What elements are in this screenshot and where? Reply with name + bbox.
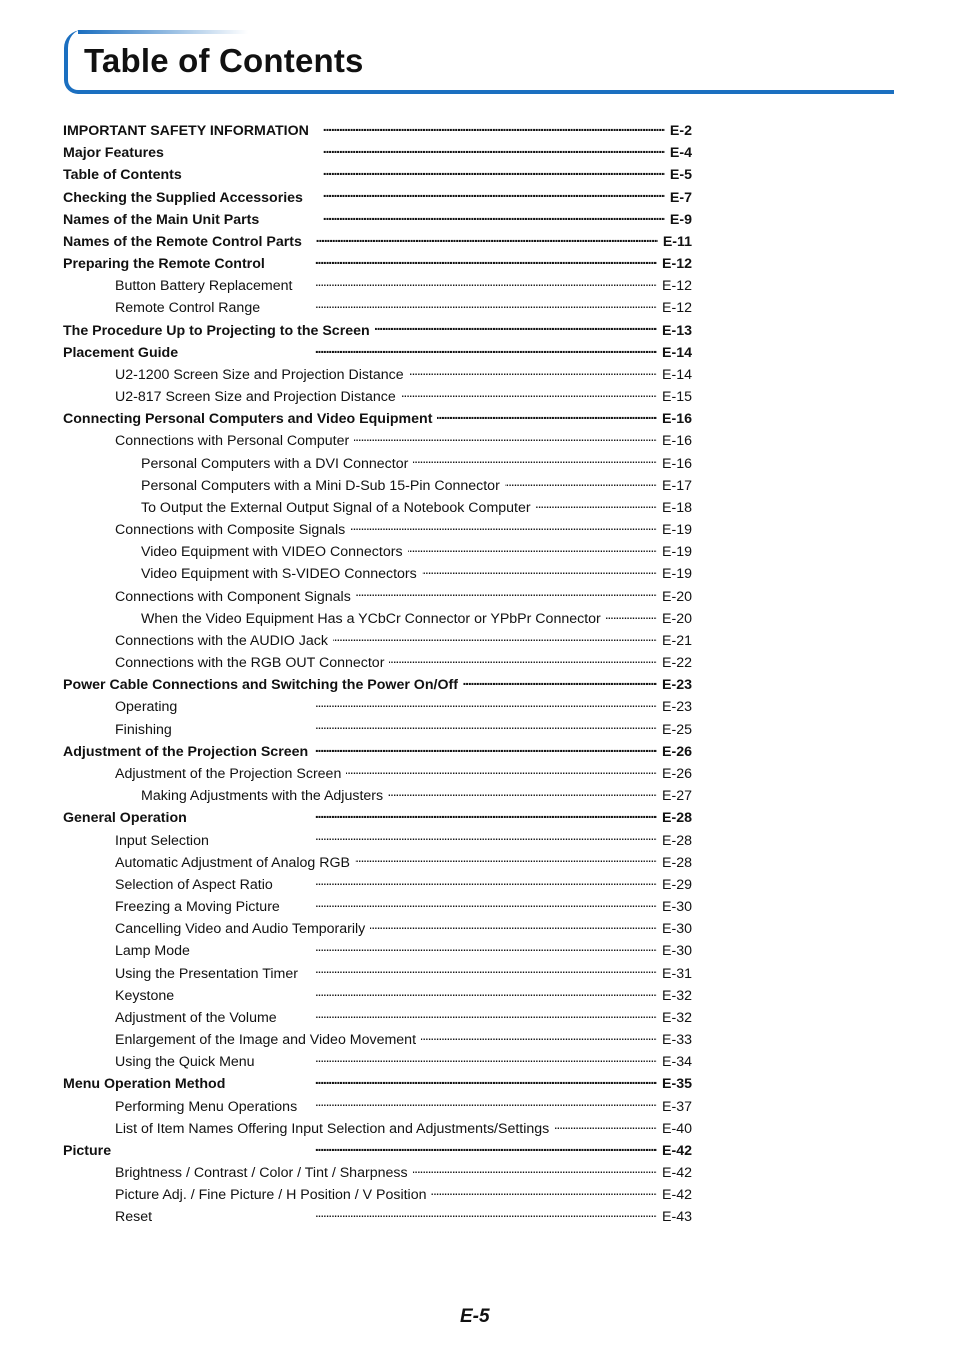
toc-entry[interactable] bbox=[63, 187, 692, 209]
toc-entry-page: E-12 bbox=[662, 256, 692, 273]
toc-entry-page: E-19 bbox=[662, 544, 692, 561]
toc-entry[interactable] bbox=[63, 1051, 692, 1073]
toc-entry[interactable] bbox=[63, 563, 692, 585]
toc-entry-page: E-16 bbox=[662, 411, 692, 428]
page-title: Table of Contents bbox=[84, 42, 364, 79]
toc-entry[interactable] bbox=[63, 963, 692, 985]
toc-entry-page: E-25 bbox=[662, 721, 692, 738]
dot-leader bbox=[116, 1141, 657, 1155]
dot-leader bbox=[389, 653, 657, 667]
dot-leader bbox=[421, 1030, 657, 1044]
dot-leader bbox=[346, 764, 657, 778]
toc-entry-label: Using the Presentation Timer bbox=[115, 965, 298, 982]
toc-entry-label: Adjustment of the Projection Screen bbox=[63, 743, 309, 760]
dot-leader bbox=[354, 431, 657, 445]
dot-leader bbox=[303, 963, 657, 977]
toc-entry-page: E-43 bbox=[662, 1209, 692, 1226]
dot-leader bbox=[333, 631, 657, 645]
dot-leader bbox=[413, 1163, 657, 1177]
toc-entry-label: Using the Quick Menu bbox=[115, 1054, 255, 1071]
toc-entry[interactable] bbox=[63, 430, 692, 452]
dot-leader bbox=[182, 697, 657, 711]
toc-entry[interactable] bbox=[63, 652, 692, 674]
dot-leader bbox=[195, 941, 657, 955]
toc-entry-label: List of Item Names Offering Input Selection and Adjustments/Settings bbox=[115, 1120, 550, 1137]
toc-entry[interactable] bbox=[63, 918, 692, 940]
toc-entry-page: E-28 bbox=[662, 854, 692, 871]
toc-entry-page: E-27 bbox=[662, 788, 692, 805]
toc-entry[interactable] bbox=[63, 741, 692, 763]
toc-entry-page: E-16 bbox=[662, 455, 692, 472]
toc-entry[interactable] bbox=[63, 142, 692, 164]
toc-entry-page: E-42 bbox=[662, 1165, 692, 1182]
toc-entry-page: E-29 bbox=[662, 876, 692, 893]
toc-entry[interactable] bbox=[63, 541, 692, 563]
toc-entry-label: Automatic Adjustment of Analog RGB bbox=[115, 854, 351, 871]
toc-entry-page: E-40 bbox=[662, 1120, 692, 1137]
toc-entry[interactable] bbox=[63, 408, 692, 430]
toc-entry[interactable] bbox=[63, 985, 692, 1007]
dot-leader bbox=[401, 387, 657, 401]
dot-leader bbox=[413, 453, 657, 467]
toc-entry-page: E-42 bbox=[662, 1187, 692, 1204]
toc-entry[interactable] bbox=[63, 253, 692, 275]
dot-leader bbox=[313, 742, 657, 756]
toc-entry[interactable] bbox=[63, 1118, 692, 1140]
dot-leader bbox=[179, 986, 657, 1000]
toc-entry-label: Major Features bbox=[63, 145, 164, 162]
toc-entry-page: E-32 bbox=[662, 1009, 692, 1026]
toc-entry-page: E-26 bbox=[662, 765, 692, 782]
toc-entry-label: Personal Computers with a DVI Connector bbox=[141, 455, 409, 472]
toc-entry-label: Keystone bbox=[115, 987, 175, 1004]
toc-entry-label: Checking the Supplied Accessories bbox=[63, 189, 303, 206]
toc-entry-page: E-14 bbox=[662, 344, 692, 361]
toc-entry-label: Power Cable Connections and Switching the Power On/Off bbox=[63, 677, 458, 694]
toc-entry-label: Finishing bbox=[115, 721, 172, 738]
dot-leader bbox=[187, 165, 665, 179]
toc-entry[interactable] bbox=[63, 1096, 692, 1118]
toc-entry-label: IMPORTANT SAFETY INFORMATION bbox=[63, 123, 309, 139]
toc-entry-page: E-20 bbox=[662, 610, 692, 627]
dot-leader bbox=[375, 320, 657, 334]
toc-list bbox=[63, 120, 692, 1229]
toc-entry-label: Connections with the AUDIO Jack bbox=[115, 632, 328, 649]
toc-entry-label: Placement Guide bbox=[63, 344, 179, 361]
dot-leader bbox=[409, 365, 657, 379]
toc-entry[interactable] bbox=[63, 497, 692, 519]
toc-entry-label: Operating bbox=[115, 699, 178, 716]
toc-entry[interactable] bbox=[63, 1162, 692, 1184]
dot-leader bbox=[192, 808, 657, 822]
dot-leader bbox=[314, 121, 665, 135]
dot-leader bbox=[230, 1074, 657, 1088]
toc-entry-label: When the Video Equipment Has a YCbCr Connector or YPbPr Connector bbox=[141, 610, 601, 627]
dot-leader bbox=[157, 1207, 657, 1221]
toc-entry-page: E-20 bbox=[662, 588, 692, 605]
toc-entry-page: E-9 bbox=[669, 211, 692, 228]
toc-entry-page: E-12 bbox=[662, 300, 692, 317]
toc-entry[interactable] bbox=[63, 120, 692, 142]
toc-entry-label: Preparing the Remote Control bbox=[63, 256, 265, 273]
dot-leader bbox=[554, 1119, 657, 1133]
toc-entry[interactable] bbox=[63, 342, 692, 364]
toc-entry-label: Performing Menu Operations bbox=[115, 1098, 298, 1115]
toc-entry-page: E-17 bbox=[662, 477, 692, 494]
toc-entry[interactable] bbox=[63, 785, 692, 807]
toc-entry[interactable] bbox=[63, 1073, 692, 1095]
toc-entry[interactable] bbox=[63, 386, 692, 408]
toc-entry-page: E-12 bbox=[662, 278, 692, 295]
toc-entry[interactable] bbox=[63, 320, 692, 342]
toc-entry-label: Table of Contents bbox=[63, 167, 182, 184]
toc-entry[interactable] bbox=[63, 630, 692, 652]
toc-entry-label: U2-817 Screen Size and Projection Distance bbox=[115, 389, 396, 406]
toc-entry[interactable] bbox=[63, 719, 692, 741]
toc-entry-page: E-13 bbox=[662, 322, 692, 339]
toc-entry-label: Names of the Remote Control Parts bbox=[63, 233, 302, 250]
toc-entry[interactable] bbox=[63, 475, 692, 497]
dot-leader bbox=[437, 409, 657, 423]
dot-leader bbox=[408, 542, 657, 556]
toc-entry-page: E-7 bbox=[669, 189, 692, 206]
title-frame-accent bbox=[78, 30, 248, 34]
toc-entry-page: E-23 bbox=[662, 677, 692, 694]
dot-leader bbox=[536, 498, 657, 512]
toc-entry-page: E-33 bbox=[662, 1032, 692, 1049]
toc-entry-page: E-26 bbox=[662, 743, 692, 760]
dot-leader bbox=[183, 343, 657, 357]
toc-entry[interactable] bbox=[63, 674, 692, 696]
dot-leader bbox=[169, 143, 665, 157]
dot-leader bbox=[355, 852, 657, 866]
dot-leader bbox=[370, 919, 657, 933]
toc-entry[interactable] bbox=[63, 830, 692, 852]
toc-entry-label: Picture bbox=[63, 1142, 112, 1159]
dot-leader bbox=[308, 187, 665, 201]
dot-leader bbox=[606, 609, 657, 623]
toc-entry[interactable] bbox=[63, 275, 692, 297]
dot-leader bbox=[505, 476, 657, 490]
dot-leader bbox=[302, 1096, 657, 1110]
toc-entry-page: E-14 bbox=[662, 366, 692, 383]
dot-leader bbox=[278, 875, 657, 889]
toc-entry-page: E-30 bbox=[662, 943, 692, 960]
toc-entry-page: E-18 bbox=[662, 499, 692, 516]
toc-entry-label: Remote Control Range bbox=[115, 300, 261, 317]
toc-entry-label: Connections with the RGB OUT Connector bbox=[115, 655, 385, 672]
toc-entry-page: E-19 bbox=[662, 566, 692, 583]
toc-entry-page: E-30 bbox=[662, 921, 692, 938]
toc-entry[interactable] bbox=[63, 209, 692, 231]
toc-entry-label: Video Equipment with S-VIDEO Connectors bbox=[141, 566, 417, 583]
toc-entry[interactable] bbox=[63, 1007, 692, 1029]
dot-leader bbox=[307, 232, 658, 246]
toc-entry-page: E-31 bbox=[662, 965, 692, 982]
toc-entry-page: E-35 bbox=[662, 1076, 692, 1093]
toc-entry[interactable] bbox=[63, 586, 692, 608]
toc-entry-label: Connections with Personal Computer bbox=[115, 433, 350, 450]
toc-entry[interactable] bbox=[63, 519, 692, 541]
toc-entry-page: E-23 bbox=[662, 699, 692, 716]
toc-entry-page: E-11 bbox=[662, 233, 692, 250]
toc-entry-label: Video Equipment with VIDEO Connectors bbox=[141, 544, 403, 561]
dot-leader bbox=[297, 276, 657, 290]
toc-entry[interactable] bbox=[63, 1029, 692, 1051]
toc-entry-label: Connecting Personal Computers and Video Equipment bbox=[63, 411, 433, 428]
toc-entry[interactable] bbox=[63, 608, 692, 630]
toc-entry[interactable] bbox=[63, 164, 692, 186]
toc-entry-label: Input Selection bbox=[115, 832, 209, 849]
toc-entry-page: E-2 bbox=[669, 123, 692, 139]
toc-entry-label: Selection of Aspect Ratio bbox=[115, 876, 273, 893]
toc-entry-label: Lamp Mode bbox=[115, 943, 190, 960]
toc-entry-label: Personal Computers with a Mini D-Sub 15-Pin Connector bbox=[141, 477, 500, 494]
toc-entry-label: Freezing a Moving Picture bbox=[115, 899, 280, 916]
dot-leader bbox=[350, 520, 657, 534]
toc-entry[interactable] bbox=[63, 453, 692, 475]
toc-entry[interactable] bbox=[63, 1140, 692, 1162]
toc-entry-page: E-30 bbox=[662, 899, 692, 916]
toc-entry-label: Enlargement of the Image and Video Movement bbox=[115, 1032, 417, 1049]
toc-entry-label: Cancelling Video and Audio Temporarily bbox=[115, 921, 366, 938]
toc-entry[interactable] bbox=[63, 852, 692, 874]
toc-entry[interactable] bbox=[63, 807, 692, 829]
toc-entry-label: U2-1200 Screen Size and Projection Distance bbox=[115, 366, 404, 383]
dot-leader bbox=[356, 586, 657, 600]
toc-entry[interactable] bbox=[63, 896, 692, 918]
toc-entry[interactable] bbox=[63, 874, 692, 896]
dot-leader bbox=[260, 1052, 657, 1066]
toc-entry-page: E-28 bbox=[662, 810, 692, 827]
toc-entry-page: E-21 bbox=[662, 632, 692, 649]
toc-entry-page: E-4 bbox=[669, 145, 692, 162]
toc-entry[interactable] bbox=[63, 364, 692, 386]
dot-leader bbox=[270, 254, 657, 268]
toc-entry[interactable] bbox=[63, 696, 692, 718]
toc-entry-page: E-32 bbox=[662, 987, 692, 1004]
toc-entry-label: Connections with Composite Signals bbox=[115, 522, 346, 539]
toc-entry-page: E-5 bbox=[669, 167, 692, 184]
dot-leader bbox=[282, 1008, 657, 1022]
toc-entry[interactable] bbox=[63, 763, 692, 785]
toc-entry[interactable] bbox=[63, 940, 692, 962]
toc-entry-label: Brightness / Contrast / Color / Tint / Sharpness bbox=[115, 1165, 408, 1182]
toc-entry-page: E-37 bbox=[662, 1098, 692, 1115]
dot-leader bbox=[214, 830, 657, 844]
toc-entry-label: Button Battery Replacement bbox=[115, 278, 293, 295]
toc-entry-label: General Operation bbox=[63, 810, 187, 827]
toc-entry-label: To Output the External Output Signal of a Notebook Computer bbox=[141, 499, 531, 516]
toc-entry-page: E-22 bbox=[662, 655, 692, 672]
toc-entry-label: Picture Adj. / Fine Picture / H Position / V Position bbox=[115, 1187, 427, 1204]
dot-leader bbox=[285, 897, 657, 911]
toc-entry-label: Names of the Main Unit Parts bbox=[63, 211, 260, 228]
toc-entry-label: The Procedure Up to Projecting to the Screen bbox=[63, 322, 370, 339]
toc-entry[interactable] bbox=[63, 231, 692, 253]
toc-entry[interactable] bbox=[63, 1184, 692, 1206]
toc-entry-page: E-19 bbox=[662, 522, 692, 539]
toc-entry-label: Adjustment of the Volume bbox=[115, 1009, 277, 1026]
toc-entry-label: Making Adjustments with the Adjusters bbox=[141, 788, 384, 805]
page-number: E-5 bbox=[460, 1306, 490, 1327]
toc-entry-page: E-42 bbox=[662, 1142, 692, 1159]
toc-entry-page: E-16 bbox=[662, 433, 692, 450]
toc-entry-page: E-34 bbox=[662, 1054, 692, 1071]
toc-entry-label: Adjustment of the Projection Screen bbox=[115, 765, 342, 782]
dot-leader bbox=[264, 210, 665, 224]
dot-leader bbox=[177, 719, 657, 733]
toc-entry-page: E-15 bbox=[662, 389, 692, 406]
toc-entry[interactable] bbox=[63, 1206, 692, 1228]
dot-leader bbox=[422, 564, 657, 578]
toc-entry-label: Connections with Component Signals bbox=[115, 588, 351, 605]
dot-leader bbox=[265, 298, 657, 312]
toc-entry-label: Menu Operation Method bbox=[63, 1076, 226, 1093]
toc-entry[interactable] bbox=[63, 297, 692, 319]
toc-entry-page: E-28 bbox=[662, 832, 692, 849]
dot-leader bbox=[388, 786, 657, 800]
dot-leader bbox=[463, 675, 657, 689]
toc-entry-label: Reset bbox=[115, 1209, 153, 1226]
dot-leader bbox=[431, 1185, 657, 1199]
